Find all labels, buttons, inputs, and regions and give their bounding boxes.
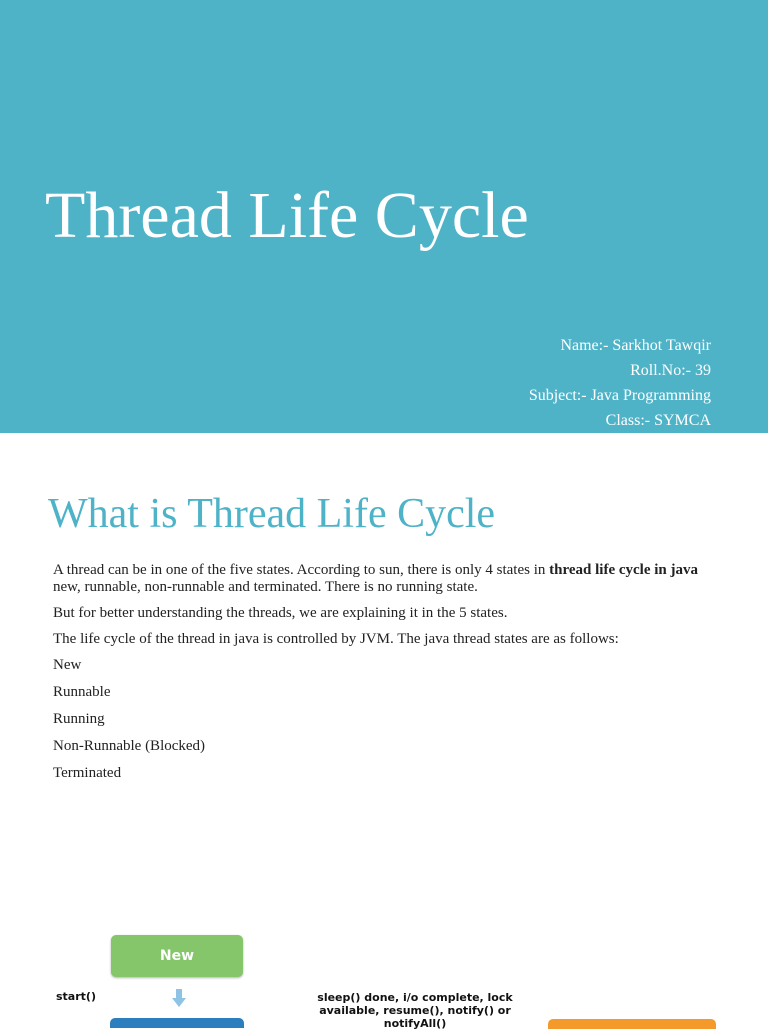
subject: Subject:- Java Programming <box>528 387 711 404</box>
start-label: start() <box>56 990 96 1003</box>
lifecycle-diagram <box>0 933 768 1030</box>
author-info <box>529 333 711 433</box>
state-item: New <box>53 657 82 673</box>
paragraph-2: But for better understanding the threads, we are explaining it in the 5 states. <box>53 605 508 621</box>
body-text <box>53 562 713 792</box>
state-item: Runnable <box>53 684 111 700</box>
blocked-state-box <box>548 1019 716 1029</box>
section-heading: What is Thread Life Cycle <box>48 491 496 537</box>
roll-number: Roll.No:- 39 <box>630 362 711 379</box>
title-slide <box>0 0 768 433</box>
author-name: Name:- Sarkhot Tawqir <box>560 337 711 354</box>
paragraph-3: The life cycle of the thread in java is controlled by JVM. The java thread states are as follows: <box>53 631 619 647</box>
content-slide <box>0 433 768 1030</box>
paragraph-1-text-b: new, runnable, non-runnable and terminated. There is no running state. <box>53 579 478 595</box>
state-item: Non-Runnable (Blocked) <box>53 738 206 754</box>
paragraph-1 <box>53 562 713 596</box>
paragraph-1-bold: thread life cycle in java <box>549 562 698 578</box>
runnable-state-box <box>110 1018 244 1028</box>
arrow-down-icon <box>172 989 186 1007</box>
paragraph-1-text-a: A thread can be in one of the five states. According to sun, there is only 4 states in <box>53 562 550 578</box>
slide-title: Thread Life Cycle <box>45 179 529 252</box>
state-item: Terminated <box>53 765 122 781</box>
new-state-box: New <box>111 935 243 977</box>
transition-label: sleep() done, i/o complete, lock available, resume(), notify() or notifyAll() <box>317 991 513 1030</box>
state-item: Running <box>53 711 105 727</box>
class-name: Class:- SYMCA <box>605 412 711 429</box>
